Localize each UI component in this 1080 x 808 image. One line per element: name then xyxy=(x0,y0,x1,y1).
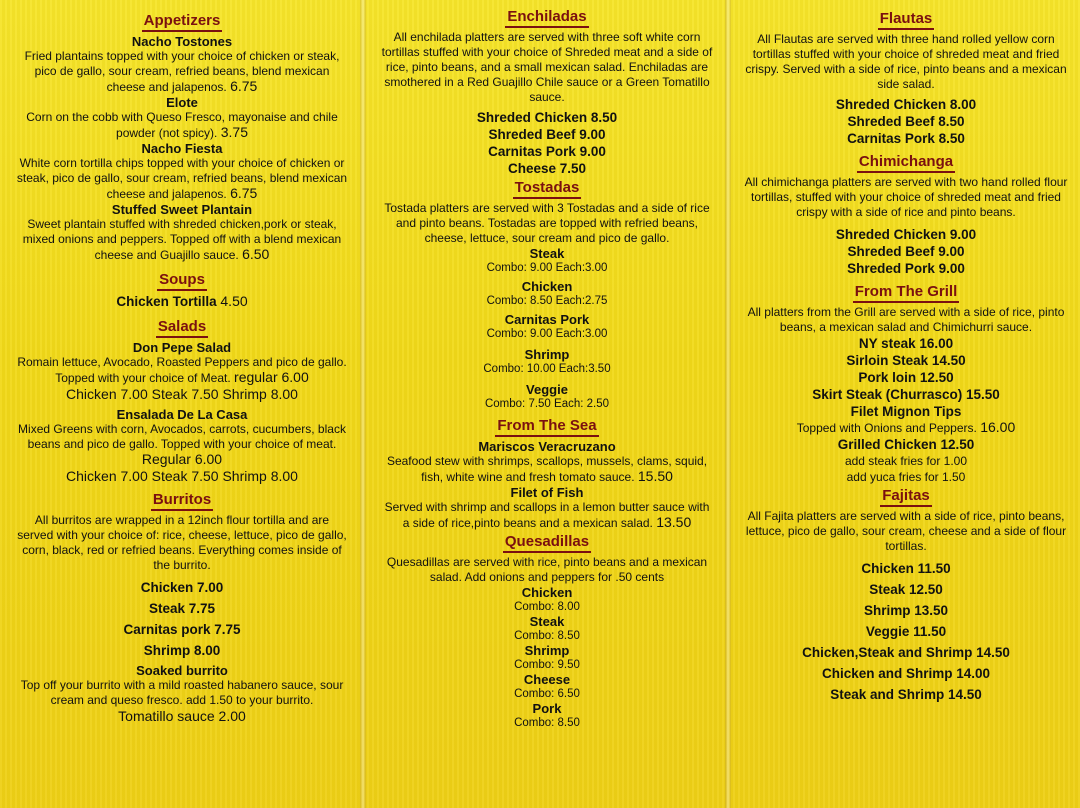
quesadilla-price: Combo: 8.00 xyxy=(514,601,580,613)
section-description: All Flautas are served with three hand rolled yellow corn tortillas stuffed with your choice of shreded meat and fried crispy. Served with a side of rice, pinto beans and a mexican side salad. xyxy=(745,32,1067,91)
grill-item: Sirloin Steak 14.50 xyxy=(846,353,966,368)
tostada-price: Combo: 8.50 Each:2.75 xyxy=(486,295,608,307)
item-price: 3.75 xyxy=(220,124,248,140)
section-title-from-the-sea: From The Sea xyxy=(495,417,598,437)
section-title-chimichanga: Chimichanga xyxy=(857,153,955,173)
burrito-item: Steak 7.75 xyxy=(148,601,216,616)
soup-name: Chicken Tortilla xyxy=(116,294,217,309)
fajita-item: Steak and Shrimp 14.50 xyxy=(830,687,982,702)
section-description: All burritos are wrapped in a 12inch flour tortilla and are served with your choice of: rice, cheese, lettuce, pico de gallo, corn, black, red or refried beans. Everything comes inside of the burrito. xyxy=(17,513,347,572)
tostada-name: Veggie xyxy=(526,382,568,397)
item-desc-text: Corn on the cobb with Queso Fresco, mayonaise and chile powder (not spicy). xyxy=(26,110,338,140)
enchilada-item: Shreded Beef 9.00 xyxy=(488,127,606,142)
enchilada-item: Cheese 7.50 xyxy=(507,161,587,176)
item-desc-text: Seafood stew with shrimps, scallops, mussels, clams, squid, fish, white wine and fresh tomato sauce. xyxy=(386,454,708,484)
item-description xyxy=(16,156,348,202)
item-name: Don Pepe Salad xyxy=(132,340,232,355)
section-description: All chimichanga platters are served with two hand rolled flour tortillas, stuffed with your choice of shreded meat and fried crispy with a side of rice and pinto beans. xyxy=(744,175,1068,219)
item-description xyxy=(16,217,348,263)
salad-meat-options: Chicken 7.00 Steak 7.50 Shrimp 8.00 xyxy=(66,386,298,402)
section-title-flautas: Flautas xyxy=(878,10,935,30)
item-name: Nacho Tostones xyxy=(131,34,233,49)
item-name: Filet of Fish xyxy=(510,485,584,500)
item-desc-text: Served with shrimp and scallops in a lemon butter sauce with a side of rice,pinto beans and a mexican salad. xyxy=(384,500,710,530)
quesadilla-name: Shrimp xyxy=(524,643,570,658)
flauta-item: Shreded Beef 8.50 xyxy=(847,114,965,129)
item-name: Stuffed Sweet Plantain xyxy=(111,202,253,217)
item-description: Top off your burrito with a mild roasted habanero sauce, sour cream and queso fresco. add 1.50 to your burrito. xyxy=(20,678,344,707)
item-price: 6.75 xyxy=(230,78,258,94)
item-name: Nacho Fiesta xyxy=(141,141,223,156)
item-price: 6.50 xyxy=(242,246,270,262)
grill-item: Filet Mignon Tips xyxy=(850,404,962,419)
flauta-item: Shreded Chicken 8.00 xyxy=(835,97,977,112)
fajita-item: Steak 12.50 xyxy=(869,582,943,597)
item-description xyxy=(380,500,714,531)
quesadilla-name: Cheese xyxy=(523,672,571,687)
fold-crease-left xyxy=(360,0,366,808)
fajita-item: Chicken and Shrimp 14.00 xyxy=(821,666,991,681)
burrito-item: Shrimp 8.00 xyxy=(143,643,221,658)
item-desc-text: Romain lettuce, Avocado, Roasted Peppers and pico de gallo. Topped with your choice of Meat. xyxy=(17,355,347,385)
section-title-burritos: Burritos xyxy=(151,491,213,511)
grill-item: Skirt Steak (Churrasco) 15.50 xyxy=(812,387,1000,402)
section-title-enchiladas: Enchiladas xyxy=(505,8,588,28)
tostada-name: Carnitas Pork xyxy=(504,312,590,327)
item-description xyxy=(16,422,348,468)
chimichanga-item: Shreded Pork 9.00 xyxy=(847,261,965,276)
tostada-name: Shrimp xyxy=(524,347,570,362)
quesadilla-price: Combo: 9.50 xyxy=(514,659,580,671)
burrito-item: Chicken 7.00 xyxy=(140,580,224,595)
item-name: Elote xyxy=(166,95,198,110)
quesadilla-name: Pork xyxy=(532,701,562,716)
tostada-price: Combo: 9.00 Each:3.00 xyxy=(486,328,608,340)
chimichanga-item: Shreded Chicken 9.00 xyxy=(835,227,977,242)
quesadilla-name: Steak xyxy=(529,614,565,629)
item-description xyxy=(16,110,348,141)
menu-column-left xyxy=(0,0,362,808)
enchilada-item: Shreded Chicken 8.50 xyxy=(476,110,618,125)
section-title-salads: Salads xyxy=(156,318,208,338)
soup-item xyxy=(16,293,348,310)
item-description xyxy=(16,355,348,386)
quesadilla-price: Combo: 8.50 xyxy=(514,717,580,729)
grill-item: Pork loin 12.50 xyxy=(858,370,954,385)
item-price: 16.00 xyxy=(980,419,1016,435)
section-title-quesadillas: Quesadillas xyxy=(503,533,591,553)
tostada-price: Combo: 9.00 Each:3.00 xyxy=(486,262,608,274)
section-description: All enchilada platters are served with three soft white corn tortillas stuffed with your choice of Shreded meat and a side of rice, pinto beans, and a small mexican salad. Enchiladas are smothered in a Red Guajillo Chile sauce or a Green Tomatillo sauce. xyxy=(381,30,713,104)
item-price: 6.75 xyxy=(230,185,258,201)
burrito-item: Carnitas pork 7.75 xyxy=(123,622,241,637)
section-title-appetizers: Appetizers xyxy=(142,12,223,32)
tomatillo-sauce-option: Tomatillo sauce 2.00 xyxy=(118,708,246,724)
item-desc-text: Sweet plantain stuffed with shreded chicken,pork or steak, mixed onions and peppers. Topped off with a blend mexican cheese and Guajillo sauce. xyxy=(22,217,342,262)
tostada-price: Combo: 7.50 Each: 2.50 xyxy=(484,398,610,410)
section-title-from-the-grill: From The Grill xyxy=(853,283,960,303)
item-price: regular 6.00 xyxy=(234,369,309,385)
section-description: Tostada platters are served with 3 Tostadas and a side of rice and pinto beans. Tostadas are topped with refried beans, cheese, lettuce, sour cream and pico de gallo. xyxy=(384,201,710,245)
fajita-item: Veggie 11.50 xyxy=(865,624,947,639)
soup-price: 4.50 xyxy=(220,293,248,309)
item-desc-text: Fried plantains topped with your choice of chicken or steak, pico de gallo, sour cream, refried beans, blend mexican cheese and jalapenos. xyxy=(24,49,340,94)
item-description xyxy=(742,420,1070,436)
fold-crease-right xyxy=(725,0,731,808)
item-description xyxy=(16,49,348,95)
section-description: All Fajita platters are served with a side of rice, pinto beans, lettuce, pico de gallo, sour cream, cheese and a side of flour tortillas. xyxy=(745,509,1067,553)
section-title-fajitas: Fajitas xyxy=(880,487,932,507)
item-name: Ensalada De La Casa xyxy=(116,407,248,422)
quesadilla-price: Combo: 6.50 xyxy=(514,688,580,700)
tostada-name: Steak xyxy=(529,246,565,261)
section-description: All platters from the Grill are served with a side of rice, pinto beans, a mexican salad and Chimichurri sauce. xyxy=(747,305,1065,334)
grill-item: Grilled Chicken 12.50 xyxy=(837,437,975,452)
item-price: 15.50 xyxy=(637,468,673,484)
item-price: Regular 6.00 xyxy=(141,451,223,467)
fajita-item: Chicken 11.50 xyxy=(861,561,951,576)
fajita-item: Chicken,Steak and Shrimp 14.50 xyxy=(802,645,1010,660)
menu-column-right xyxy=(728,0,1080,808)
item-desc-text: White corn tortilla chips topped with your choice of chicken or steak, pico de gallo, sour cream, refried beans, blend mexican cheese and jalapenos. xyxy=(16,156,348,201)
tostada-name: Chicken xyxy=(521,279,573,294)
item-price: 13.50 xyxy=(656,514,692,530)
item-desc-text: Topped with Onions and Peppers. xyxy=(796,421,977,435)
flauta-item: Carnitas Pork 8.50 xyxy=(847,131,965,146)
chimichanga-item: Shreded Beef 9.00 xyxy=(847,244,965,259)
enchilada-item: Carnitas Pork 9.00 xyxy=(488,144,606,159)
item-description xyxy=(380,454,714,485)
fajita-item: Shrimp 13.50 xyxy=(863,603,949,618)
item-name: Mariscos Veracruzano xyxy=(478,439,616,454)
quesadilla-name: Chicken xyxy=(521,585,573,600)
section-description: Quesadillas are served with rice, pinto beans and a mexican salad. Add onions and peppers for .50 cents xyxy=(386,555,708,584)
section-title-soups: Soups xyxy=(157,271,207,291)
section-title-tostadas: Tostadas xyxy=(513,179,582,199)
item-desc-text: Mixed Greens with corn, Avocados, carrots, cucumbers, black beans and pico de gallo. Topped with your choice of meat. xyxy=(18,422,346,451)
item-name: Soaked burrito xyxy=(136,663,228,678)
menu-column-middle xyxy=(362,0,728,808)
salad-meat-options: Chicken 7.00 Steak 7.50 Shrimp 8.00 xyxy=(66,468,298,484)
quesadilla-price: Combo: 8.50 xyxy=(514,630,580,642)
add-on-option: add steak fries for 1.00 xyxy=(844,454,968,468)
grill-item: NY steak 16.00 xyxy=(858,336,954,351)
add-on-option: add yuca fries for 1.50 xyxy=(846,470,966,484)
tostada-price: Combo: 10.00 Each:3.50 xyxy=(483,363,611,375)
